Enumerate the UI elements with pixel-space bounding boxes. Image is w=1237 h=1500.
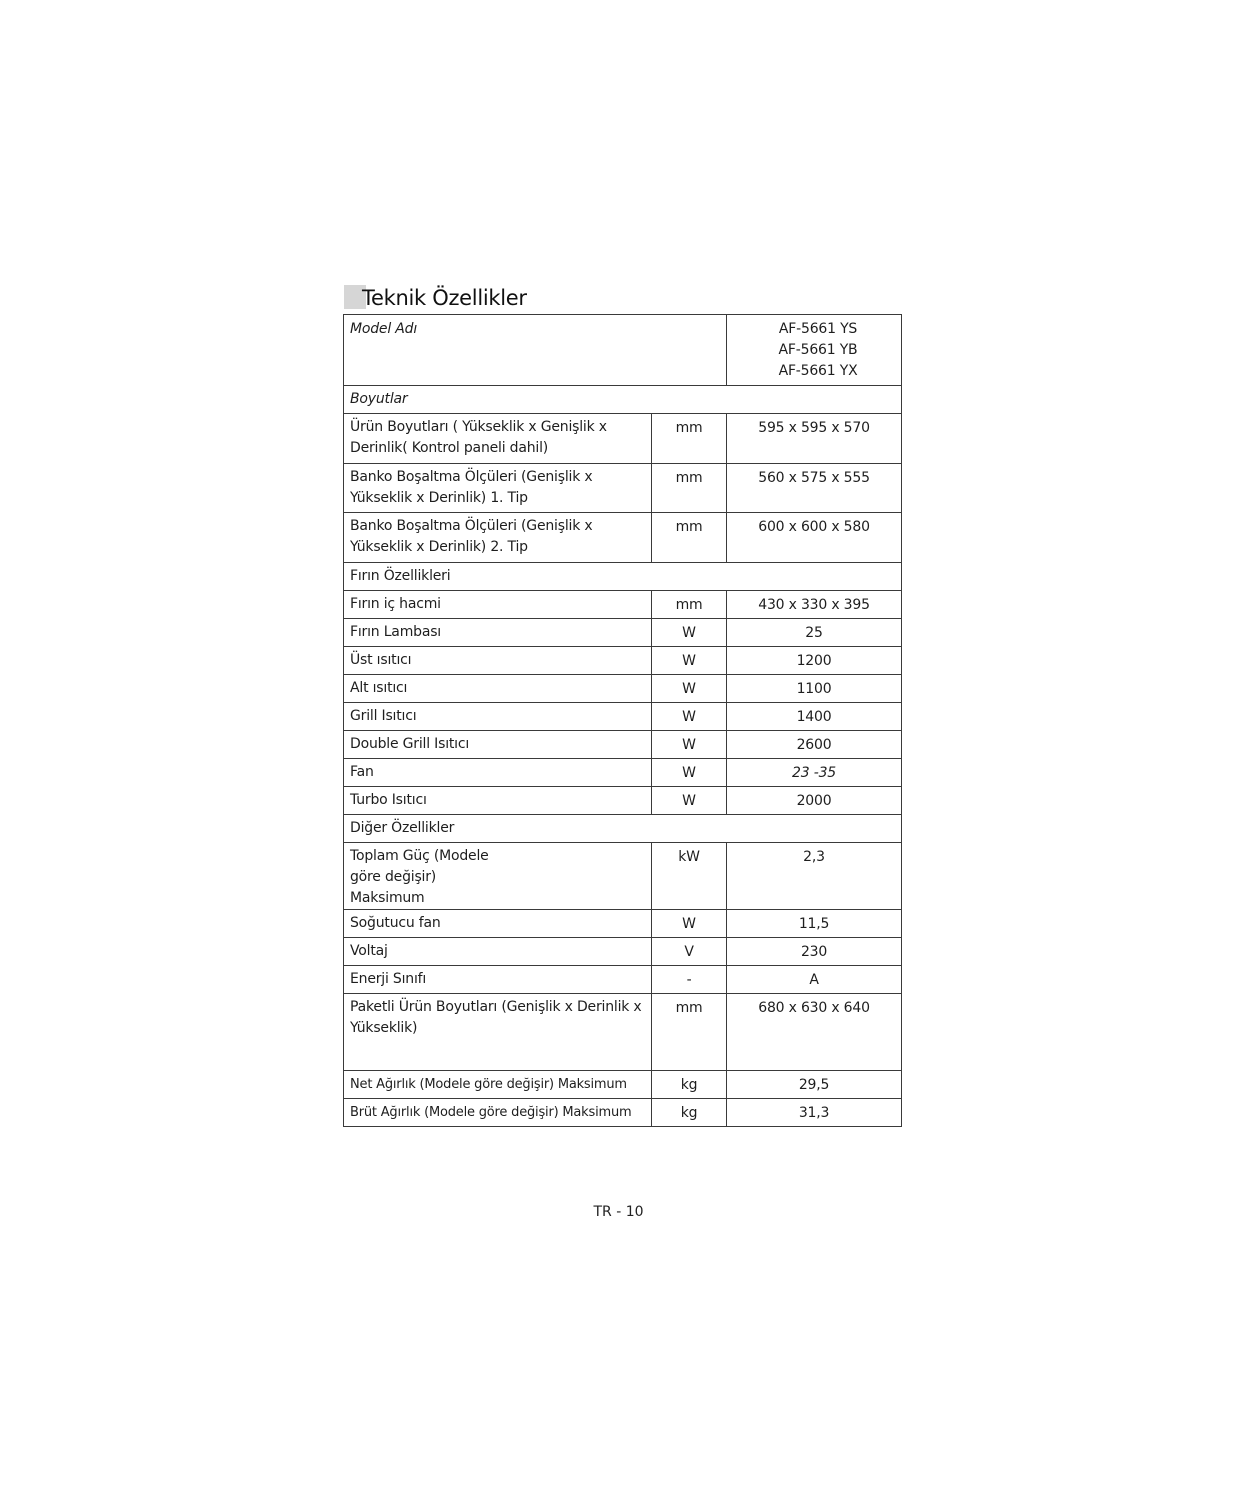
row-unit: V [652, 938, 727, 966]
row-label: Üst ısıtıcı [344, 647, 652, 675]
row-unit: - [652, 966, 727, 994]
row-unit: W [652, 675, 727, 703]
table-row [344, 619, 902, 647]
row-label: Grill Isıtıcı [344, 703, 652, 731]
table-row [344, 910, 902, 938]
table-row [344, 787, 902, 815]
row-value: 680 x 630 x 640 [727, 994, 902, 1071]
row-unit: mm [652, 464, 727, 513]
row-value: 29,5 [727, 1071, 902, 1099]
table-row [344, 994, 902, 1071]
row-value: 230 [727, 938, 902, 966]
row-unit: mm [652, 591, 727, 619]
table-row [344, 591, 902, 619]
row-unit: kW [652, 843, 727, 910]
row-label: Double Grill Isıtıcı [344, 731, 652, 759]
row-label: Soğutucu fan [344, 910, 652, 938]
table-row [344, 731, 902, 759]
spec-table [343, 314, 902, 1127]
table-row [344, 414, 902, 464]
row-value: 595 x 595 x 570 [727, 414, 902, 464]
section-row [344, 386, 902, 414]
model-name: AF-5661 YS [778, 321, 858, 337]
row-value: 23 -35 [727, 759, 902, 787]
table-row [344, 938, 902, 966]
section-dimensions: Boyutlar [344, 386, 902, 414]
model-names [727, 315, 902, 386]
table-row [344, 513, 902, 563]
row-value: 1100 [727, 675, 902, 703]
row-label: Fırın iç hacmi [344, 591, 652, 619]
row-label: Paketli Ürün Boyutları (Genişlik x Derinlik x Yükseklik) [344, 994, 652, 1071]
table-row [344, 647, 902, 675]
row-unit: mm [652, 414, 727, 464]
row-unit: W [652, 619, 727, 647]
section-row [344, 815, 902, 843]
row-unit: W [652, 787, 727, 815]
row-unit: W [652, 703, 727, 731]
row-value: 11,5 [727, 910, 902, 938]
table-row [344, 966, 902, 994]
row-label: Fan [344, 759, 652, 787]
row-unit: kg [652, 1071, 727, 1099]
row-unit: kg [652, 1099, 727, 1127]
row-value: 1200 [727, 647, 902, 675]
row-label: Toplam Güç (Modele göre değişir) Maksimum [344, 843, 652, 910]
row-label: Alt ısıtıcı [344, 675, 652, 703]
row-value: 25 [727, 619, 902, 647]
row-value: 430 x 330 x 395 [727, 591, 902, 619]
table-row [344, 675, 902, 703]
row-label: Banko Boşaltma Ölçüleri (Genişlik x Yükseklik x Derinlik) 2. Tip [344, 513, 652, 563]
row-label: Brüt Ağırlık (Modele göre değişir) Maksimum [344, 1099, 652, 1127]
row-label: Net Ağırlık (Modele göre değişir) Maksimum [344, 1071, 652, 1099]
row-label: Voltaj [344, 938, 652, 966]
row-label: Enerji Sınıfı [344, 966, 652, 994]
row-value: 2000 [727, 787, 902, 815]
model-label: Model Adı [344, 315, 727, 386]
table-row [344, 464, 902, 513]
row-value: 2600 [727, 731, 902, 759]
row-unit: mm [652, 994, 727, 1071]
page-title: Teknik Özellikler [362, 286, 527, 310]
model-name: AF-5661 YX [778, 363, 858, 379]
table-row [344, 703, 902, 731]
row-label: Fırın Lambası [344, 619, 652, 647]
row-value: 31,3 [727, 1099, 902, 1127]
row-unit: W [652, 731, 727, 759]
row-value: 600 x 600 x 580 [727, 513, 902, 563]
row-unit: W [652, 910, 727, 938]
row-value: 2,3 [727, 843, 902, 910]
row-label: Banko Boşaltma Ölçüleri (Genişlik x Yükseklik x Derinlik) 1. Tip [344, 464, 652, 513]
section-row [344, 563, 902, 591]
page-number: TR - 10 [593, 1204, 644, 1220]
table-row [344, 1099, 902, 1127]
row-unit: W [652, 647, 727, 675]
model-name: AF-5661 YB [778, 342, 858, 358]
row-unit: W [652, 759, 727, 787]
row-unit: mm [652, 513, 727, 563]
row-label: Ürün Boyutları ( Yükseklik x Genişlik x Derinlik( Kontrol paneli dahil) [344, 414, 652, 464]
model-row [344, 315, 902, 386]
row-value: 560 x 575 x 555 [727, 464, 902, 513]
section-other: Diğer Özellikler [344, 815, 902, 843]
table-row [344, 843, 902, 910]
table-row [344, 1071, 902, 1099]
table-row [344, 759, 902, 787]
row-value: 1400 [727, 703, 902, 731]
row-label: Turbo Isıtıcı [344, 787, 652, 815]
section-oven: Fırın Özellikleri [344, 563, 902, 591]
row-value: A [727, 966, 902, 994]
